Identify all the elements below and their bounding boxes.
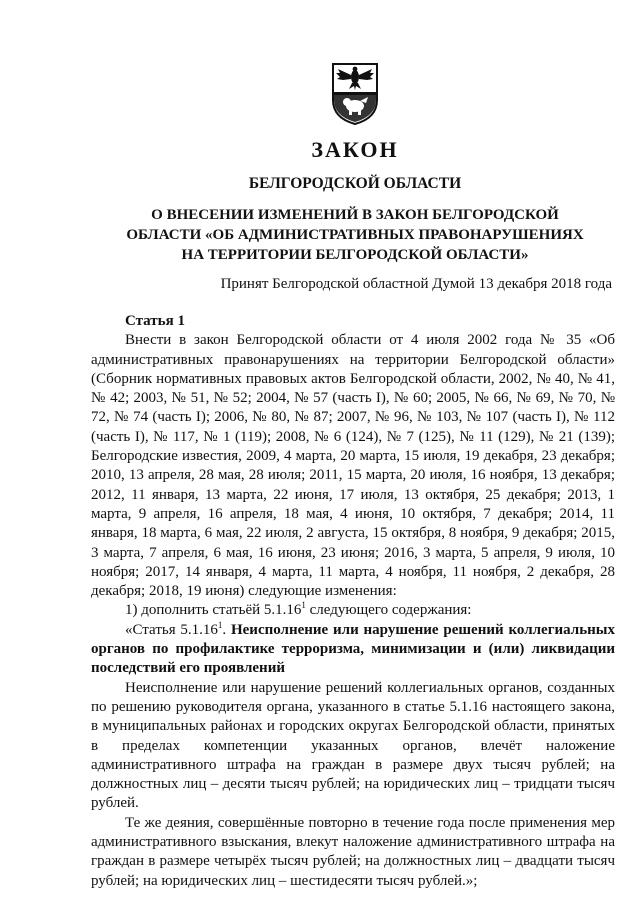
item-text: 1) дополнить статьёй 5.1.16 [125, 602, 302, 619]
subtitle-line: ОБЛАСТИ «ОБ АДМИНИСТРАТИВНЫХ ПРАВОНАРУШЕНИЯХ [126, 227, 584, 243]
new-article-superscript: 1 [217, 619, 223, 630]
law-title: ЗАКОН [311, 137, 399, 162]
new-article-number: «Статья 5.1.16 [125, 621, 218, 638]
item-superscript: 1 [301, 600, 306, 611]
new-article-heading [91, 621, 615, 679]
penalty-paragraph: Неисполнение или нарушение решений коллегиальных органов, созданных по решению руководителя органа, указанного в статье 5.1.16 настоящего закона, в муниципальных районах и городских округах Белгородской области, принятых в пределах компетенции указанных органов, влечёт наложение административного штрафа на граждан в размере двух тысяч рублей; на должностных лиц – десяти тысяч рублей; на юридических лиц – тридцати тысяч рублей. [91, 679, 615, 812]
article-heading: Статья 1 [125, 313, 185, 329]
subtitle-line: НА ТЕРРИТОРИИ БЕЛГОРОДСКОЙ ОБЛАСТИ» [181, 247, 529, 263]
law-subtitle [0, 205, 640, 265]
item-text-end: следующего содержания: [305, 602, 472, 619]
intro-paragraph: Внести в закон Белгородской области от 4 июля 2002 года № 35 «Об административных правонарушениях на территории Белгородской области» (Сборник нормативных правовых актов Белгородской области, 2002, № 40, № 41, № 42; 2003, № 51, № 52; 2004, № 57 (часть I), № 60; 2005, № 66, № 69, № 70, № 72, № 74 (часть I); 2006, № 80, № 87; 2007, № 96, № 103, № 107 (часть I), № 112 (часть I), № 117, № 1 (119); 2008, № 6 (124), № 7 (125), № 11 (129), № 21 (139); Белгородские известия, 2009, 4 марта, 20 марта, 15 июля, 19 декабря, 23 декабря; 2010, 13 апреля, 28 мая, 28 июля; 2011, 15 марта, 20 июля, 16 ноября, 13 декабря; 2012, 11 января, 13 марта, 22 июня, 17 июля, 13 октября, 25 декабря; 2013, 1 марта, 9 апреля, 16 апреля, 18 мая, 4 июня, 10 октября, 7 декабря; 2014, 11 января, 18 марта, 6 мая, 22 июля, 2 августа, 15 октября, 8 ноября, 9 декабря; 2015, 3 марта, 7 апреля, 6 мая, 16 июня, 23 июня; 2016, 3 марта, 5 апреля, 9 июля, 10 ноября; 2017, 14 января, 4 марта, 11 марта, 4 ноября, 11 ноября, 2 декабря, 28 декабря; 2018, 19 июня) следующие изменения: [91, 332, 615, 600]
new-article-dot: . [222, 621, 231, 638]
adoption-line: Принят Белгородской областной Думой 13 декабря 2018 года [220, 276, 612, 292]
coat-of-arms-emblem [330, 62, 380, 126]
document-body [91, 312, 615, 891]
amendment-item [91, 601, 615, 620]
new-article-title: Неисполнение или нарушение решений коллегиальных органов по профилактике терроризма, минимизации и (или) ликвидации последствий его проявлений [91, 621, 615, 677]
repeat-penalty-paragraph: Те же деяния, совершённые повторно в течение года после применения мер административного взыскания, влекут наложение административного штрафа на граждан в размере четырёх тысяч рублей; на должностных лиц – двадцати тысяч рублей; на юридических лиц – шестидесяти тысяч рублей.»; [91, 814, 615, 889]
region-title: БЕЛГОРОДСКОЙ ОБЛАСТИ [248, 175, 462, 192]
subtitle-line: О ВНЕСЕНИИ ИЗМЕНЕНИЙ В ЗАКОН БЕЛГОРОДСКОЙ [151, 207, 559, 223]
